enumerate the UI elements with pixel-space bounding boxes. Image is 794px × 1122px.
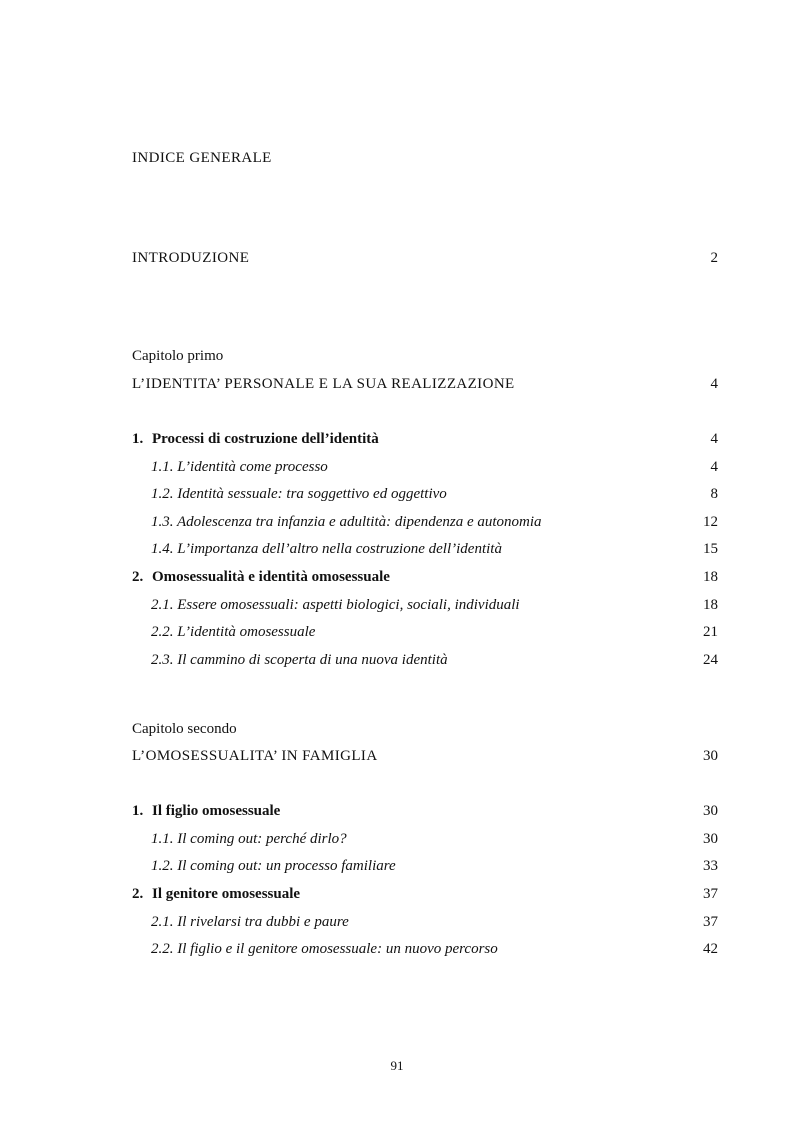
- toc-page-number: 21: [703, 624, 718, 640]
- toc-subsection-label: 2.1. Il rivelarsi tra dubbi e paure: [151, 914, 349, 930]
- toc-subsection[interactable]: [0, 486, 794, 506]
- toc-page-number: 18: [703, 569, 718, 585]
- toc-page-number: 2: [710, 250, 718, 266]
- toc-page-number: 18: [703, 597, 718, 613]
- index-title: INDICE GENERALE: [132, 150, 272, 166]
- toc-page-number: 4: [710, 431, 718, 447]
- toc-page-number: 30: [703, 748, 718, 764]
- toc-page-number: 12: [703, 514, 718, 530]
- toc-section-label: 1. Il figlio omosessuale: [132, 803, 281, 819]
- toc-section-label: 1. Processi di costruzione dell’identità: [132, 431, 379, 447]
- toc-subsection-label: 2.3. Il cammino di scoperta di una nuova identità: [151, 652, 448, 668]
- toc-subsection[interactable]: [0, 858, 794, 878]
- toc-section-label: 2. Il genitore omosessuale: [132, 886, 301, 902]
- toc-subsection[interactable]: [0, 597, 794, 617]
- toc-entry-label: INTRODUZIONE: [132, 250, 250, 266]
- toc-subsection-label: 1.3. Adolescenza tra infanzia e adultità: dipendenza e autonomia: [151, 514, 542, 530]
- toc-subsection-label: 2.1. Essere omosessuali: aspetti biologici, sociali, individuali: [151, 597, 520, 613]
- toc-subsection-label: 2.2. Il figlio e il genitore omosessuale: un nuovo percorso: [151, 941, 498, 957]
- toc-page-number: 30: [703, 831, 718, 847]
- toc-subsection[interactable]: [0, 541, 794, 561]
- footer-page-number: 91: [390, 1058, 404, 1073]
- toc-subsection-label: 1.2. Il coming out: un processo familiare: [151, 858, 396, 874]
- toc-subsection[interactable]: [0, 624, 794, 644]
- toc-page-number: 24: [703, 652, 718, 668]
- toc-page-number: 8: [710, 486, 718, 502]
- toc-subsection-label: 1.1. Il coming out: perché dirlo?: [151, 831, 347, 847]
- toc-subsection-label: 2.2. L’identità omosessuale: [151, 624, 316, 640]
- toc-page-number: 15: [703, 541, 718, 557]
- toc-page-number: 33: [703, 858, 718, 874]
- toc-page-number: 37: [703, 914, 718, 930]
- toc-entry-chapter1[interactable]: [0, 376, 794, 396]
- toc-subsection[interactable]: [0, 941, 794, 961]
- toc-page-number: 4: [710, 376, 718, 392]
- toc-section[interactable]: [0, 803, 794, 823]
- chapter2-heading: Capitolo secondo: [132, 721, 237, 737]
- toc-subsection[interactable]: [0, 514, 794, 534]
- toc-subsection[interactable]: [0, 831, 794, 851]
- toc-section[interactable]: [0, 431, 794, 451]
- toc-section-label: 2. Omosessualità e identità omosessuale: [132, 569, 390, 585]
- toc-subsection[interactable]: [0, 459, 794, 479]
- toc-section[interactable]: [0, 886, 794, 906]
- toc-subsection-label: 1.2. Identità sessuale: tra soggettivo ed oggettivo: [151, 486, 447, 502]
- toc-page-number: 37: [703, 886, 718, 902]
- toc-page-number: 42: [703, 941, 718, 957]
- toc-subsection-label: 1.4. L’importanza dell’altro nella costruzione dell’identità: [151, 541, 502, 557]
- toc-entry-chapter2[interactable]: [0, 748, 794, 768]
- chapter1-title: L’IDENTITA’ PERSONALE E LA SUA REALIZZAZIONE: [132, 376, 515, 392]
- toc-subsection[interactable]: [0, 652, 794, 672]
- toc-subsection[interactable]: [0, 914, 794, 934]
- toc-subsection-label: 1.1. L’identità come processo: [151, 459, 328, 475]
- toc-page-number: 30: [703, 803, 718, 819]
- chapter1-heading: Capitolo primo: [132, 348, 224, 364]
- toc-page-number: 4: [710, 459, 718, 475]
- chapter2-title: L’OMOSESSUALITA’ IN FAMIGLIA: [132, 748, 378, 764]
- toc-section[interactable]: [0, 569, 794, 589]
- toc-entry-introduction[interactable]: [0, 250, 794, 270]
